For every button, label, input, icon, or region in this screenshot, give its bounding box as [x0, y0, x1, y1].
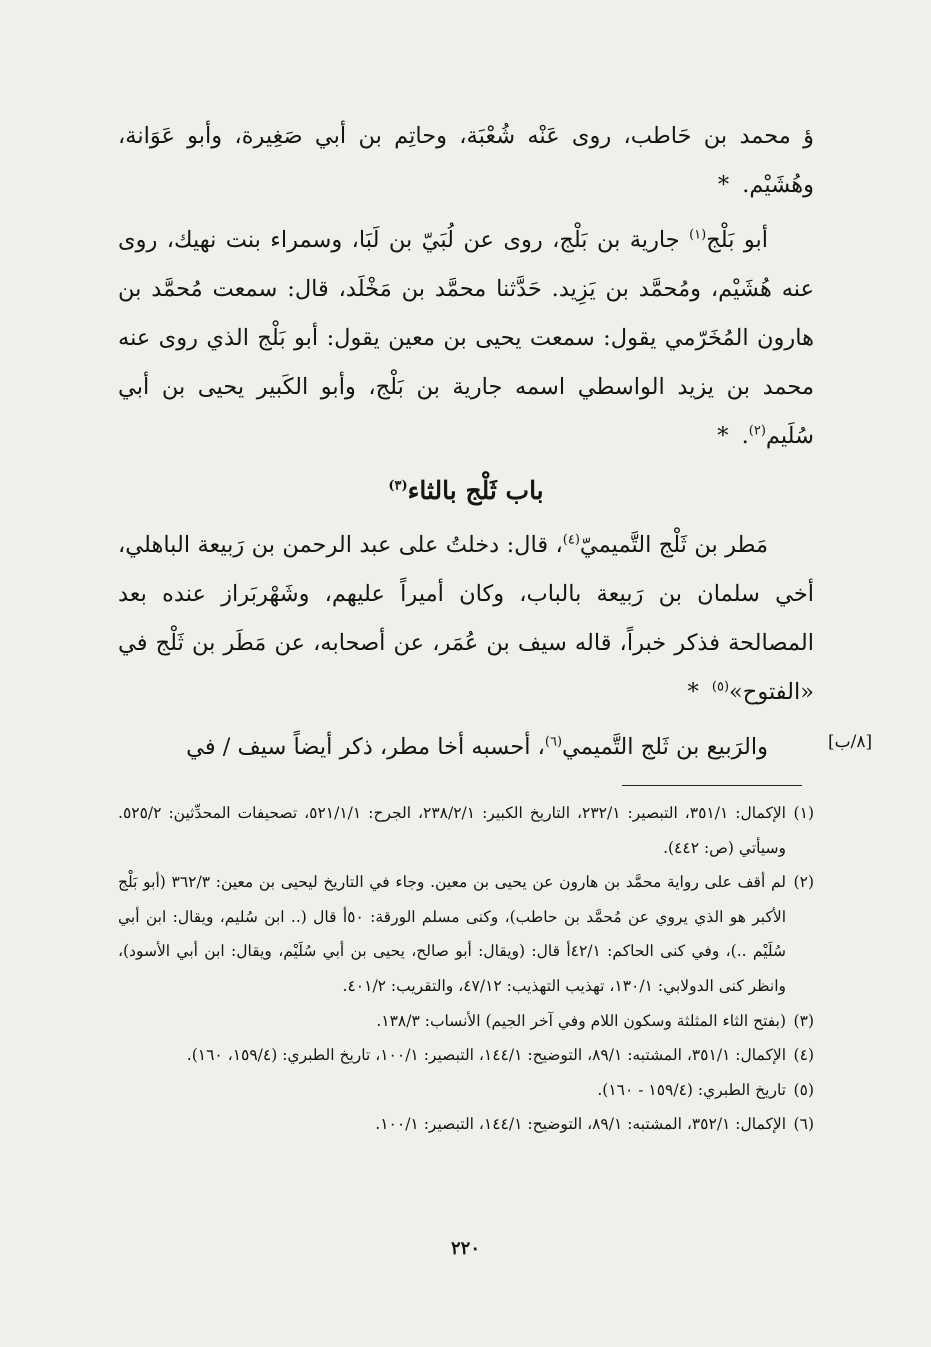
footnote-number: (٢)	[793, 873, 814, 892]
footnote-divider	[622, 785, 802, 786]
footnote-ref-6[interactable]: (٦)	[544, 734, 563, 750]
end-mark: *	[717, 423, 729, 449]
footnote-ref-2[interactable]: (٢)	[748, 423, 766, 439]
end-mark: *	[717, 172, 730, 198]
paragraph-2-text-before: أبو بَلْج	[706, 227, 768, 253]
paragraph-3	[118, 521, 814, 717]
paragraph-3-text-before: مَطر بن ثَلْج التَّميميّ	[579, 532, 768, 558]
paragraph-1-text: ؤ محمد بن حَاطب، روى عَنْه شُعْبَة، وحاتِم بن أبي صَغِيرة، وأبو عَوَانة، وهُشَيْم.	[118, 123, 814, 198]
footnote-3	[118, 1004, 814, 1039]
footnote-5	[118, 1073, 814, 1108]
section-heading-text: باب ثَلْج بالثاء	[407, 476, 544, 505]
paragraph-2-text-after: جارية بن بَلْج، روى عن لُبَيّ بن لَبَا، وسمراء بنت نهيك، روى عنه هُشَيْم، ومُحمَّد بن يَزِيد. حَدَّثنا محمَّد بن مَخْلَد، قال: سمعت مُحمَّد بن هارون المُخَرّمي يقول: سمعت يحيى بن معين يقول: أبو بَلْج الذي روى عنه محمد بن يزيد الواسطي اسمه جارية بن بَلْج، وأبو الكَبير يحيى بن أبي سُلَيم	[118, 227, 814, 449]
end-mark: *	[687, 679, 699, 705]
footnote-text: لم أقف على رواية محمَّد بن هارون عن يحيى بن معين. وجاء في التاريخ ليحيى بن معين: ٣٦٢/٣ (أبو بَلْج الأكبر هو الذي يروي عن مُحمَّد بن حاطب)، وكنى مسلم الورقة: ٥٠أ قال (.. ابن سُليم، ويقال: ابن أبي سُلَيْم ..)، وفي كنى الحاكم: ٤٢/١أ قال: (ويقال: أبو صالح، يحيى بن أبي سُلَيْم، ويقال: ابن أبي الأسود)، وانظر كنى الدولابي: ١٣٠/١، تهذيب التهذيب: ٤٧/١٢، والتقريب: ٤٠١/٢.	[118, 873, 787, 995]
paragraph-1	[118, 112, 814, 210]
paragraph-2-tail: .	[741, 423, 749, 449]
footnote-number: (٣)	[793, 1011, 814, 1030]
paragraph-3-text-middle: ، قال: دخلتُ على عبد الرحمن بن رَبيعة الباهلي، أخي سلمان بن رَبيعة بالباب، وكان أميراً عليهم، وشَهْربَراز عنده بعد المصالحة فذكر خبراً، قاله سيف بن عُمَر، عن أصحابه، عن مَطَر بن ثَلْج في «الفتوح»	[118, 532, 814, 705]
footnote-text: الإكمال: ٣٥١/١، المشتبه: ٨٩/١، التوضيح: ١٤٤/١، التبصير: ١٠٠/١، تاريخ الطبري: (١٥٩/٤، ١٦٠).	[186, 1046, 786, 1065]
footnote-ref-3[interactable]: (٣)	[388, 478, 408, 494]
footnote-text: الإكمال: ٣٥٢/١، المشتبه: ٨٩/١، التوضيح: ١٤٤/١، التبصير: ١٠٠/١.	[375, 1115, 786, 1134]
footnote-number: (٦)	[793, 1115, 814, 1134]
footnote-number: (٤)	[793, 1046, 814, 1065]
footnotes	[118, 796, 814, 1142]
paragraph-2	[118, 216, 814, 461]
footnote-6	[118, 1107, 814, 1142]
footnote-4	[118, 1038, 814, 1073]
footnote-number: (٥)	[793, 1080, 814, 1099]
paragraph-4-text-before: والرَبيع بن ثَلج التَّميمي	[562, 734, 768, 760]
footnote-text: (بفتح الثاء المثلثة وسكون اللام وفي آخر الجيم) الأنساب: ١٣٨/٣.	[376, 1011, 786, 1030]
footnote-text: تاريخ الطبري: (١٥٩/٤ - ١٦٠).	[597, 1080, 786, 1099]
footnote-number: (١)	[793, 804, 814, 822]
footnote-ref-5[interactable]: (٥)	[711, 679, 730, 695]
footnote-2	[118, 865, 814, 1003]
page-number: ٢٢٠	[450, 1238, 480, 1259]
paragraph-4	[118, 723, 814, 772]
paragraph-4-text-after: ، أحسبه أخا مطر، ذكر أيضاً سيف / في	[186, 734, 545, 760]
main-text	[118, 112, 814, 772]
footnote-ref-4[interactable]: (٤)	[562, 532, 580, 548]
section-heading	[118, 465, 814, 517]
footnote-ref-1[interactable]: (١)	[689, 227, 707, 243]
footnote-1	[118, 796, 814, 865]
footnote-text: الإكمال: ٣٥١/١، التبصير: ٢٣٢/١، التاريخ الكبير: ٢٣٨/٢/١، الجرح: ٥٢١/١/١، تصحيفات المحدِّثين: ٥٢٥/٢. وسيأتي (ص: ٤٤٢).	[118, 804, 786, 857]
manuscript-folio-reference: [٨/ب]	[828, 732, 873, 752]
